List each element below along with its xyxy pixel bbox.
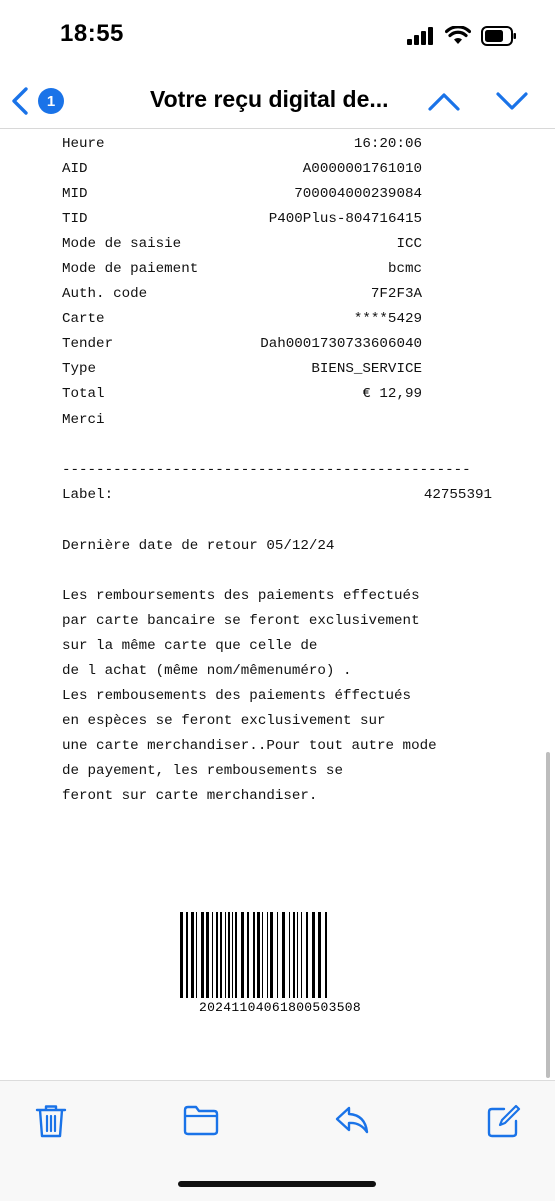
status-bar [0,0,555,70]
barcode-bar [235,912,237,998]
receipt-value: € 12,99 [362,386,422,402]
receipt-label: Total [62,386,105,402]
receipt-row-carte [62,311,422,331]
barcode-bar [289,912,290,998]
barcode-bar [282,912,285,998]
policy-line: une carte merchandiser..Pour tout autre mode [62,738,437,754]
barcode-bar [201,912,204,998]
scroll-indicator[interactable] [546,752,550,1078]
receipt-row-mid [62,186,422,206]
receipt-label: Tender [62,336,114,352]
folder-icon [183,1103,219,1137]
previous-message-button[interactable] [426,86,462,116]
barcode-bar [270,912,273,998]
trash-icon [34,1103,68,1139]
receipt-row-auth-code [62,286,422,306]
receipt-value: ****5429 [353,311,422,327]
chevron-left-icon [10,86,30,116]
barcode-bar [297,912,298,998]
receipt-row-tid [62,211,422,231]
barcode-bar [216,912,218,998]
policy-line: Les rembousements des paiements éffectués [62,688,412,704]
receipt-label: Heure [62,136,105,152]
receipt-row-tender [62,336,422,356]
barcode-bar [325,912,327,998]
receipt-value: 16:20:06 [353,136,422,152]
receipt-row-aid [62,161,422,181]
receipt-value: ICC [396,236,422,252]
barcode-bar [225,912,226,998]
unread-badge: 1 [38,88,64,114]
home-indicator[interactable] [178,1181,376,1187]
policy-line: de l achat (même nom/mêmenuméro) . [62,663,352,679]
receipt-label: Type [62,361,97,377]
chevron-up-icon [426,86,462,116]
barcode-bar [247,912,249,998]
nav-bar [0,72,555,129]
barcode-bar [232,912,233,998]
barcode-image [178,912,382,998]
barcode-bar [306,912,308,998]
status-icons [407,26,517,46]
barcode-bar [241,912,244,998]
receipt-value: BIENS_SERVICE [311,361,422,377]
receipt-row-total [62,386,422,406]
battery-icon [481,26,517,46]
policy-line: par carte bancaire se feront exclusivement [62,613,420,629]
delete-button[interactable] [34,1103,68,1137]
chevron-down-icon [494,86,530,116]
receipt-separator: ------------------------------------------------ [62,462,471,478]
policy-line: de payement, les rembousements se [62,763,343,779]
policy-line: sur la même carte que celle de [62,638,318,654]
barcode-bar [180,912,183,998]
receipt-row-mode-saisie [62,236,422,256]
barcode-bar [293,912,295,998]
page-title: Votre reçu digital de... [150,86,389,112]
barcode-bar [262,912,263,998]
receipt-row-heure [62,136,422,156]
reply-button[interactable] [334,1103,368,1137]
barcode-bar [206,912,209,998]
barcode-number: 20241104061800503508 [198,1000,362,1015]
policy-line: en espèces se feront exclusivement sur [62,713,386,729]
receipt-value: P400Plus-804716415 [268,211,422,227]
receipt-label: Carte [62,311,105,327]
reply-icon [334,1103,370,1137]
barcode-bar [277,912,278,998]
barcode-bar [191,912,194,998]
barcode-bar [220,912,222,998]
receipt-label: Mode de saisie [62,236,182,252]
barcode-bar [318,912,321,998]
barcode-bar [257,912,260,998]
signal-icon [407,27,435,45]
barcode-bar [212,912,213,998]
receipt-row-label [62,487,492,507]
next-message-button[interactable] [494,86,530,116]
receipt-label: Mode de paiement [62,261,199,277]
barcode-bar [186,912,188,998]
receipt-row-mode-paiement [62,261,422,281]
receipt-label: Auth. code [62,286,148,302]
barcode-bar [267,912,268,998]
receipt-value: 700004000239084 [294,186,422,202]
status-time: 18:55 [60,20,124,47]
barcode-bar [253,912,255,998]
wifi-icon [445,26,471,46]
receipt-value: 7F2F3A [370,286,422,302]
receipt-value: bcmc [387,261,422,277]
barcode-bar [301,912,302,998]
policy-line: feront sur carte merchandiser. [62,788,318,804]
receipt-value: A0000001761010 [302,161,422,177]
receipt-row-type [62,361,422,381]
receipt-label: AID [62,161,88,177]
receipt-label: Label: [62,487,114,503]
barcode-bar [196,912,197,998]
receipt-value: Dah0001730733606040 [260,336,422,352]
barcode-bar [228,912,230,998]
return-date: Dernière date de retour 05/12/24 [62,538,335,554]
back-button[interactable] [10,84,74,118]
policy-line: Les remboursements des paiements effectués [62,588,420,604]
barcode-bar [312,912,315,998]
receipt-value: 42755391 [423,487,492,503]
receipt-label: MID [62,186,88,202]
receipt-label: TID [62,211,88,227]
compose-button[interactable] [486,1103,520,1137]
compose-icon [486,1103,522,1139]
move-to-folder-button[interactable] [183,1103,217,1137]
receipt-thanks: Merci [62,412,105,428]
